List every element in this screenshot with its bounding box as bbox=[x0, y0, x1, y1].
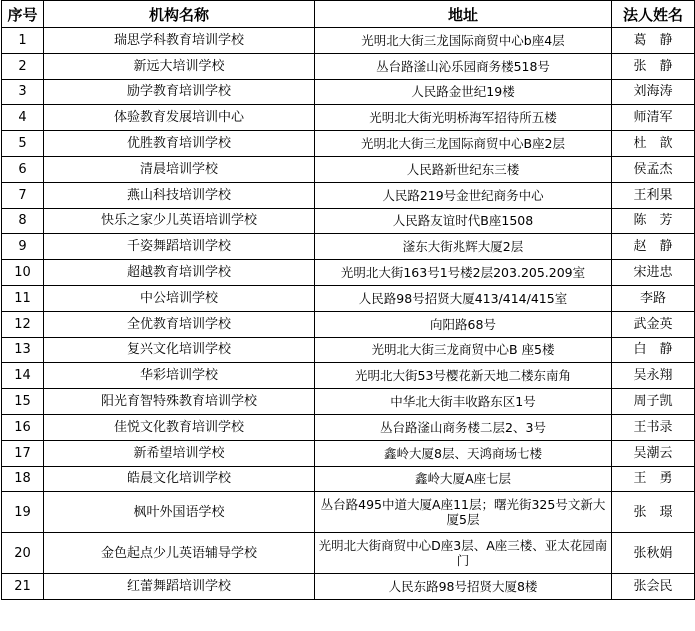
cell-no: 12 bbox=[2, 311, 44, 337]
cell-address: 人民路友谊时代B座1508 bbox=[315, 208, 612, 234]
cell-person: 宋进忠 bbox=[612, 260, 695, 286]
cell-no: 20 bbox=[2, 533, 44, 574]
cell-address: 光明北大街光明桥海军招待所五楼 bbox=[315, 105, 612, 131]
cell-name: 皓晨文化培训学校 bbox=[44, 466, 315, 492]
cell-no: 16 bbox=[2, 414, 44, 440]
header-row bbox=[2, 1, 695, 28]
cell-person: 武金英 bbox=[612, 311, 695, 337]
table-row bbox=[2, 156, 695, 182]
cell-address: 人民路金世纪19楼 bbox=[315, 79, 612, 105]
cell-no: 3 bbox=[2, 79, 44, 105]
table-row bbox=[2, 79, 695, 105]
cell-address: 鑫岭大厦8层、天鸿商场七楼 bbox=[315, 440, 612, 466]
cell-name: 阳光育智特殊教育培训学校 bbox=[44, 389, 315, 415]
cell-address: 光明北大街三龙国际商贸中心B座2层 bbox=[315, 131, 612, 157]
cell-person: 张 璟 bbox=[612, 492, 695, 533]
cell-no: 11 bbox=[2, 285, 44, 311]
cell-address: 丛台路滏山沁乐园商务楼518号 bbox=[315, 53, 612, 79]
cell-no: 13 bbox=[2, 337, 44, 363]
cell-no: 1 bbox=[2, 28, 44, 54]
cell-no: 5 bbox=[2, 131, 44, 157]
cell-address: 中华北大街丰收路东区1号 bbox=[315, 389, 612, 415]
cell-address: 人民路新世纪东三楼 bbox=[315, 156, 612, 182]
cell-name: 全优教育培训学校 bbox=[44, 311, 315, 337]
cell-person: 张会民 bbox=[612, 574, 695, 600]
cell-address: 丛台路495中道大厦A座11层；曙光街325号文新大厦5层 bbox=[315, 492, 612, 533]
cell-name: 超越教育培训学校 bbox=[44, 260, 315, 286]
cell-no: 7 bbox=[2, 182, 44, 208]
header-no: 序号 bbox=[2, 1, 44, 28]
cell-address: 光明北大街163号1号楼2层203.205.209室 bbox=[315, 260, 612, 286]
table-row bbox=[2, 466, 695, 492]
table-row bbox=[2, 574, 695, 600]
table-row bbox=[2, 260, 695, 286]
cell-address: 光明北大街53号樱花新天地二楼东南角 bbox=[315, 363, 612, 389]
table-row bbox=[2, 28, 695, 54]
table-row bbox=[2, 363, 695, 389]
cell-name: 清晨培训学校 bbox=[44, 156, 315, 182]
cell-address: 人民路98号招贤大厦413/414/415室 bbox=[315, 285, 612, 311]
table-row bbox=[2, 533, 695, 574]
cell-name: 快乐之家少儿英语培训学校 bbox=[44, 208, 315, 234]
cell-person: 吴永翔 bbox=[612, 363, 695, 389]
cell-name: 佳悦文化教育培训学校 bbox=[44, 414, 315, 440]
cell-no: 21 bbox=[2, 574, 44, 600]
cell-person: 侯孟杰 bbox=[612, 156, 695, 182]
cell-name: 复兴文化培训学校 bbox=[44, 337, 315, 363]
cell-name: 新远大培训学校 bbox=[44, 53, 315, 79]
cell-name: 千姿舞蹈培训学校 bbox=[44, 234, 315, 260]
cell-address: 光明北大街三龙商贸中心B 座5楼 bbox=[315, 337, 612, 363]
cell-no: 15 bbox=[2, 389, 44, 415]
table-row bbox=[2, 389, 695, 415]
table-row bbox=[2, 311, 695, 337]
table-body bbox=[2, 28, 695, 600]
cell-person: 陈 芳 bbox=[612, 208, 695, 234]
cell-no: 8 bbox=[2, 208, 44, 234]
cell-person: 杜 歆 bbox=[612, 131, 695, 157]
cell-no: 6 bbox=[2, 156, 44, 182]
cell-name: 金色起点少儿英语辅导学校 bbox=[44, 533, 315, 574]
table-row bbox=[2, 285, 695, 311]
table-row bbox=[2, 208, 695, 234]
cell-no: 18 bbox=[2, 466, 44, 492]
cell-person: 周子凯 bbox=[612, 389, 695, 415]
cell-person: 李路 bbox=[612, 285, 695, 311]
cell-person: 张秋娟 bbox=[612, 533, 695, 574]
table-row bbox=[2, 440, 695, 466]
cell-name: 红蕾舞蹈培训学校 bbox=[44, 574, 315, 600]
cell-address: 鑫岭大厦A座七层 bbox=[315, 466, 612, 492]
cell-no: 19 bbox=[2, 492, 44, 533]
header-person: 法人姓名 bbox=[612, 1, 695, 28]
cell-person: 王书录 bbox=[612, 414, 695, 440]
cell-person: 白 静 bbox=[612, 337, 695, 363]
cell-name: 燕山科技培训学校 bbox=[44, 182, 315, 208]
cell-name: 优胜教育培训学校 bbox=[44, 131, 315, 157]
cell-name: 中公培训学校 bbox=[44, 285, 315, 311]
cell-person: 王利果 bbox=[612, 182, 695, 208]
cell-person: 张 静 bbox=[612, 53, 695, 79]
cell-name: 新希望培训学校 bbox=[44, 440, 315, 466]
cell-name: 体验教育发展培训中心 bbox=[44, 105, 315, 131]
cell-no: 2 bbox=[2, 53, 44, 79]
cell-no: 9 bbox=[2, 234, 44, 260]
cell-person: 王 勇 bbox=[612, 466, 695, 492]
cell-name: 励学教育培训学校 bbox=[44, 79, 315, 105]
cell-person: 刘海涛 bbox=[612, 79, 695, 105]
institution-table bbox=[1, 0, 695, 600]
cell-address: 向阳路68号 bbox=[315, 311, 612, 337]
table-row bbox=[2, 53, 695, 79]
cell-address: 光明北大街三龙国际商贸中心b座4层 bbox=[315, 28, 612, 54]
cell-name: 枫叶外国语学校 bbox=[44, 492, 315, 533]
cell-address: 光明北大街商贸中心D座3层、A座三楼、亚太花园南门 bbox=[315, 533, 612, 574]
cell-person: 师清军 bbox=[612, 105, 695, 131]
cell-person: 葛 静 bbox=[612, 28, 695, 54]
table-row bbox=[2, 182, 695, 208]
cell-no: 17 bbox=[2, 440, 44, 466]
cell-address: 丛台路滏山商务楼二层2、3号 bbox=[315, 414, 612, 440]
cell-address: 滏东大街兆辉大厦2层 bbox=[315, 234, 612, 260]
cell-address: 人民东路98号招贤大厦8楼 bbox=[315, 574, 612, 600]
header-name: 机构名称 bbox=[44, 1, 315, 28]
cell-name: 华彩培训学校 bbox=[44, 363, 315, 389]
table-row bbox=[2, 131, 695, 157]
table-row bbox=[2, 105, 695, 131]
cell-person: 赵 静 bbox=[612, 234, 695, 260]
cell-name: 瑞思学科教育培训学校 bbox=[44, 28, 315, 54]
cell-no: 14 bbox=[2, 363, 44, 389]
cell-person: 吴潮云 bbox=[612, 440, 695, 466]
cell-no: 4 bbox=[2, 105, 44, 131]
table-row bbox=[2, 337, 695, 363]
cell-no: 10 bbox=[2, 260, 44, 286]
header-address: 地址 bbox=[315, 1, 612, 28]
table-row bbox=[2, 492, 695, 533]
table-row bbox=[2, 414, 695, 440]
cell-address: 人民路219号金世纪商务中心 bbox=[315, 182, 612, 208]
table-row bbox=[2, 234, 695, 260]
